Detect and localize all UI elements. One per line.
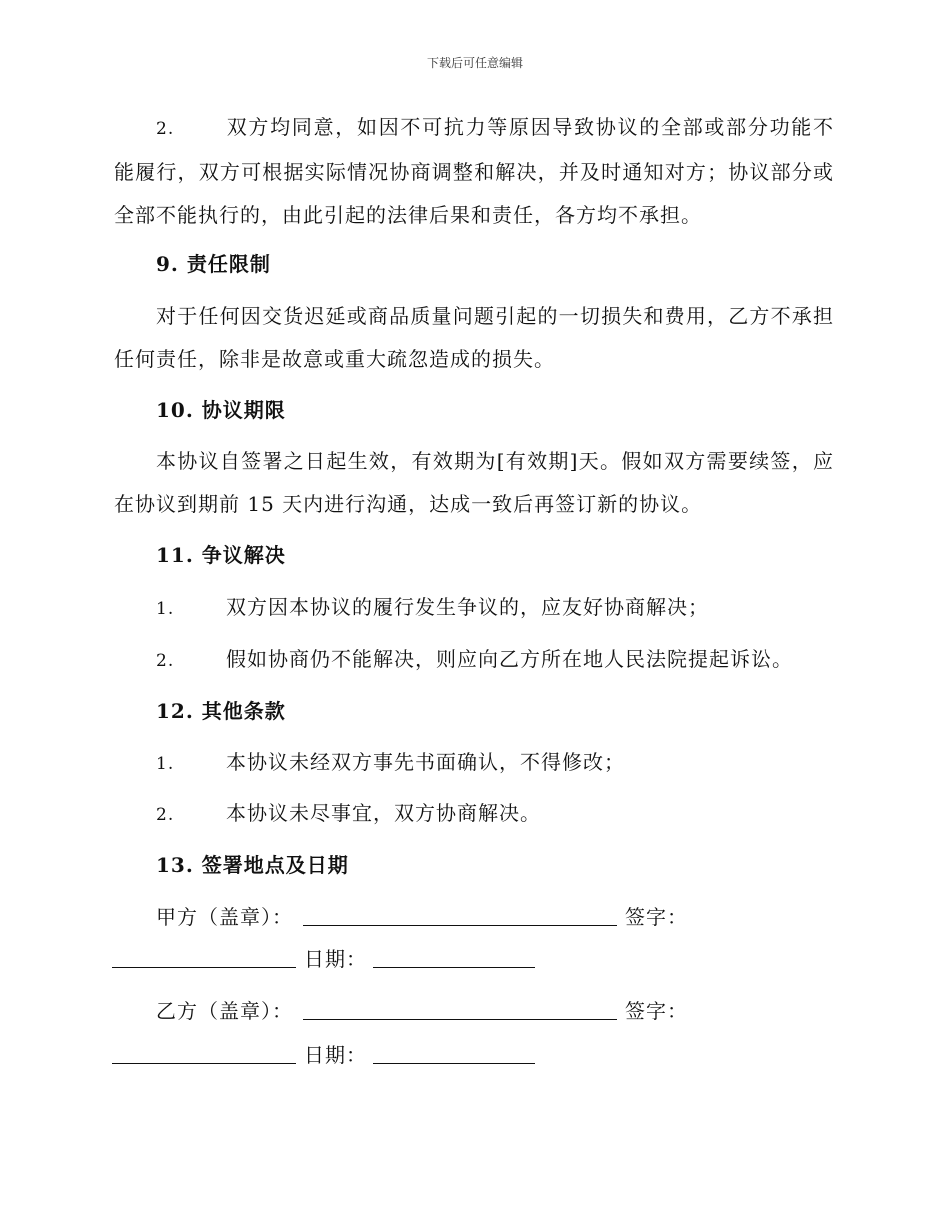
party-b-seal-blank[interactable] xyxy=(303,997,617,1020)
party-a-seal-blank[interactable] xyxy=(303,903,617,926)
section8-item2-text: 双方均同意，如因不可抗力等原因导致协议的全部或部分功能不能履行，双方可根据实际情况协商调整和解决，并及时通知对方；协议部分或全部不能执行的，由此引起的法律后果和责任，各方均不承担。 xyxy=(114,115,834,227)
party-b-date-row xyxy=(112,1040,535,1070)
section11-title: 11. 争议解决 xyxy=(156,543,286,567)
party-b-date-blank[interactable] xyxy=(373,1041,535,1064)
section10-body: 本协议自签署之日起生效，有效期为[有效期]天。假如双方需要续签，应在协议到期前 15 天内进行沟通，达成一致后再签订新的协议。 xyxy=(114,449,834,516)
section9-title: 9. 责任限制 xyxy=(156,252,271,276)
party-b-sign-row xyxy=(156,996,688,1026)
party-a-signature-blank[interactable] xyxy=(112,945,296,968)
list-item-number: 2. xyxy=(156,805,175,825)
list-item-text: 本协议未尽事宜，双方协商解决。 xyxy=(226,801,541,825)
section12-item-2 xyxy=(156,798,541,830)
party-a-date-label: 日期： xyxy=(304,947,367,971)
list-item-number: 1. xyxy=(156,599,175,619)
section8-item2 xyxy=(114,106,834,237)
section11-item-2 xyxy=(156,644,793,676)
list-item-text: 双方因本协议的履行发生争议的，应友好协商解决； xyxy=(226,595,709,619)
section12-title: 12. 其他条款 xyxy=(156,699,286,723)
section9-body: 对于任何因交货迟延或商品质量问题引起的一切损失和费用，乙方不承担任何责任，除非是故意或重大疏忽造成的损失。 xyxy=(114,304,834,371)
party-b-signature-blank[interactable] xyxy=(112,1041,296,1064)
party-a-label: 甲方（盖章）： xyxy=(156,905,293,929)
party-a-sign-label: 签字： xyxy=(625,905,688,929)
party-a-date-row xyxy=(112,944,535,974)
section8-item2-num: 2. xyxy=(156,119,175,139)
party-b-date-label: 日期： xyxy=(304,1043,367,1067)
party-a-date-blank[interactable] xyxy=(373,945,535,968)
party-b-sign-label: 签字： xyxy=(625,999,688,1023)
party-a-sign-row xyxy=(156,902,688,932)
section10-title: 10. 协议期限 xyxy=(156,398,286,422)
page-header-note: 下载后可任意编辑 xyxy=(426,56,523,70)
section12-item-1 xyxy=(156,747,625,779)
list-item-number: 2. xyxy=(156,651,175,671)
party-b-label: 乙方（盖章）： xyxy=(156,999,293,1023)
section13-title: 13. 签署地点及日期 xyxy=(156,853,349,877)
list-item-text: 本协议未经双方事先书面确认，不得修改； xyxy=(226,750,625,774)
list-item-number: 1. xyxy=(156,754,175,774)
list-item-text: 假如协商仍不能解决，则应向乙方所在地人民法院提起诉讼。 xyxy=(226,647,793,671)
section11-item-1 xyxy=(156,592,709,624)
